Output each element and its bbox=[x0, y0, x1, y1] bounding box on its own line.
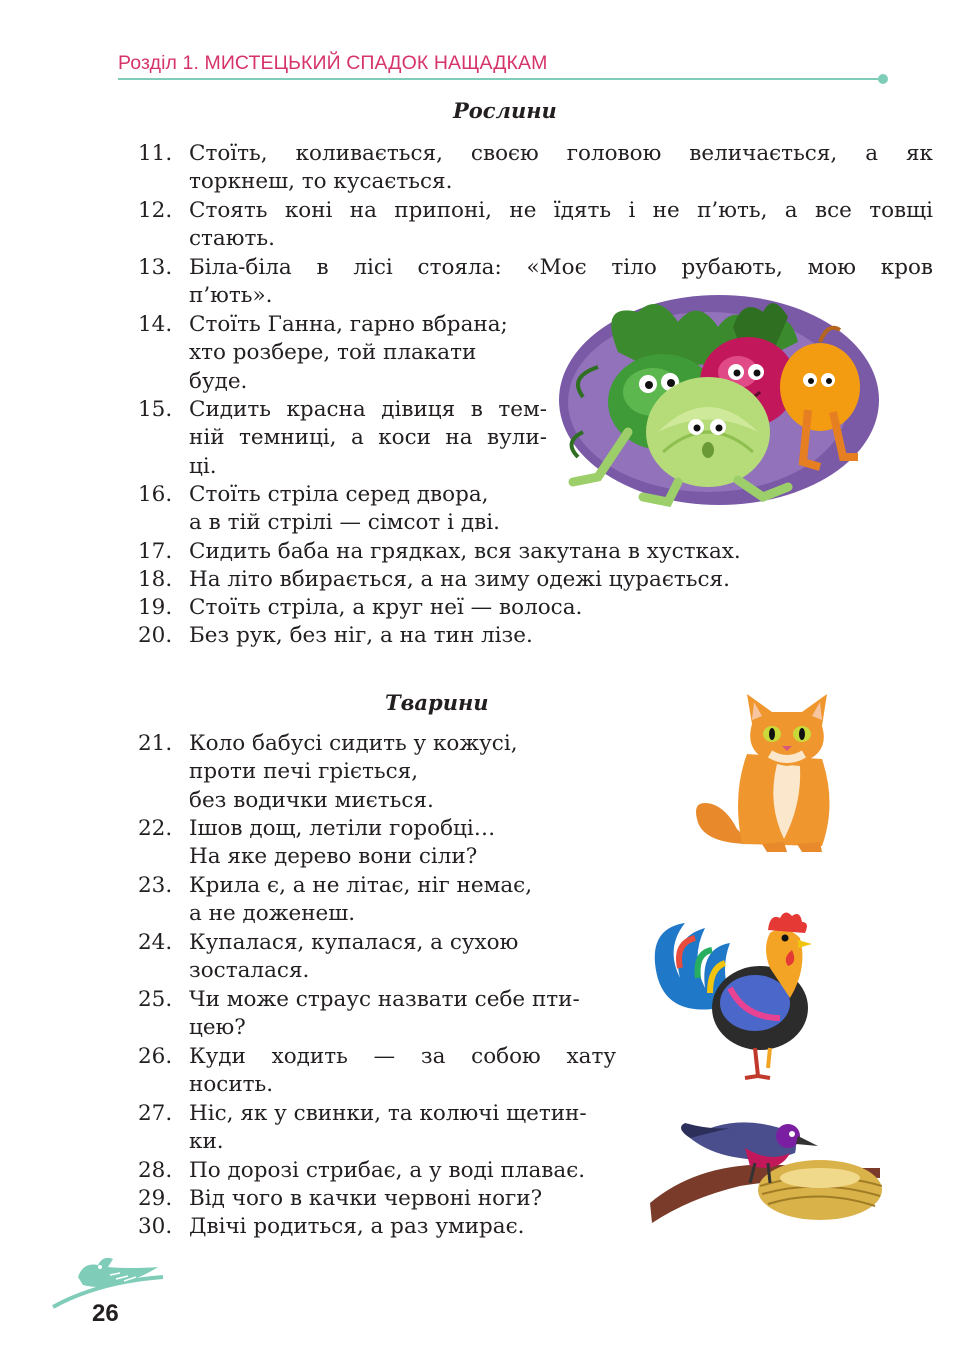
riddle-item bbox=[138, 1043, 616, 1100]
riddle-number: 13. bbox=[138, 255, 173, 280]
riddle-text bbox=[189, 1157, 619, 1185]
riddle-line: ки. bbox=[189, 1129, 224, 1155]
riddle-item bbox=[138, 1213, 619, 1241]
riddle-item bbox=[138, 1185, 619, 1213]
riddle-text bbox=[189, 1185, 619, 1213]
vegetables-illustration bbox=[558, 292, 880, 507]
riddle-line: На яке дерево вони сіли? bbox=[189, 844, 478, 870]
riddle-line: Стоїть стріла серед двора, bbox=[189, 482, 489, 507]
riddle-line: Куди ходить — за собою хату bbox=[189, 1044, 616, 1069]
bird-nest-illustration bbox=[650, 1108, 882, 1228]
riddle-text bbox=[189, 986, 619, 1043]
riddle-item bbox=[138, 396, 547, 481]
riddle-text bbox=[189, 566, 933, 594]
riddle-number: 15. bbox=[138, 397, 173, 422]
riddle-line: стають. bbox=[189, 226, 275, 252]
riddle-line: Сидить красна дівиця в тем- bbox=[189, 397, 547, 422]
riddle-line: Від чого в качки червоні ноги? bbox=[189, 1186, 543, 1211]
section-title-plants: Рослини bbox=[453, 98, 557, 123]
riddle-line: а не доженеш. bbox=[189, 901, 356, 927]
riddle-line: проти печі гріється, bbox=[189, 759, 419, 785]
riddle-line: Сидить баба на грядках, вся закутана в хустках. bbox=[189, 539, 741, 564]
riddle-number: 11. bbox=[138, 141, 173, 166]
riddle-number: 21. bbox=[138, 731, 173, 756]
riddle-number: 27. bbox=[138, 1101, 173, 1126]
cat-illustration bbox=[692, 694, 842, 854]
riddle-text bbox=[189, 872, 619, 929]
riddle-text bbox=[189, 1100, 619, 1157]
riddle-line: Ішов дощ, летіли горобці… bbox=[189, 816, 496, 841]
riddle-text bbox=[189, 594, 933, 622]
riddle-text bbox=[189, 622, 933, 650]
riddle-line: Стоїть, коливається, своєю головою величається, а як bbox=[189, 141, 933, 166]
riddle-text bbox=[189, 140, 933, 197]
riddle-number: 12. bbox=[138, 198, 173, 223]
riddle-line: Без рук, без ніг, а на тин лізе. bbox=[189, 623, 533, 648]
riddle-number: 22. bbox=[138, 816, 173, 841]
riddle-number: 18. bbox=[138, 567, 173, 592]
page-number: 26 bbox=[92, 1300, 119, 1327]
riddle-text bbox=[189, 197, 933, 254]
riddle-line: Коло бабусі сидить у кожусі, bbox=[189, 731, 518, 756]
riddle-line: Стоїть Ганна, гарно вбрана; bbox=[189, 312, 508, 337]
riddle-text bbox=[189, 311, 539, 396]
riddle-line: зосталася. bbox=[189, 958, 310, 984]
riddle-line: По дорозі стрибає, а у воді плаває. bbox=[189, 1158, 586, 1183]
riddle-line: Стоїть стріла, а круг неї — волоса. bbox=[189, 595, 583, 620]
riddle-line: Двічі родиться, а раз умирає. bbox=[189, 1214, 525, 1239]
riddle-item bbox=[138, 815, 619, 872]
riddle-line: без водички миється. bbox=[189, 787, 434, 813]
riddle-line: Купалася, купалася, а сухою bbox=[189, 930, 519, 955]
riddle-number: 16. bbox=[138, 482, 173, 507]
riddle-number: 29. bbox=[138, 1186, 173, 1211]
riddle-text bbox=[189, 730, 619, 815]
riddle-line: ній темниці, а коси на вули- bbox=[189, 425, 547, 451]
riddle-item bbox=[138, 311, 539, 396]
riddle-number: 30. bbox=[138, 1214, 173, 1239]
riddle-number: 28. bbox=[138, 1158, 173, 1183]
riddle-number: 23. bbox=[138, 873, 173, 898]
riddle-line: цею? bbox=[189, 1015, 246, 1041]
header-divider-dot bbox=[878, 74, 888, 84]
riddle-item bbox=[138, 1100, 619, 1157]
riddle-line: Чи може страус назвати себе пти- bbox=[189, 987, 580, 1012]
riddle-number: 14. bbox=[138, 312, 173, 337]
riddle-line: Крила є, а не літає, ніг немає, bbox=[189, 873, 533, 898]
riddle-number: 19. bbox=[138, 595, 173, 620]
riddle-text bbox=[189, 815, 619, 872]
riddle-text bbox=[189, 538, 933, 566]
riddle-text bbox=[189, 481, 569, 538]
riddle-text bbox=[189, 1213, 619, 1241]
riddle-line: Стоять коні на припоні, не їдять і не п’ють, а все товщі bbox=[189, 198, 933, 223]
riddle-text bbox=[189, 929, 619, 986]
riddle-number: 25. bbox=[138, 987, 173, 1012]
riddle-item bbox=[138, 197, 933, 254]
rooster-illustration bbox=[650, 908, 816, 1080]
chapter-header: Розділ 1. МИСТЕЦЬКИЙ СПАДОК НАЩАДКАМ bbox=[118, 52, 548, 74]
riddle-line: п’ють». bbox=[189, 283, 273, 309]
riddle-line: Біла-біла в лісі стояла: «Моє тіло рубають, мою кров bbox=[189, 255, 933, 280]
riddle-item bbox=[138, 481, 569, 538]
riddle-line: торкнеш, то кусається. bbox=[189, 169, 453, 195]
riddle-line: а в тій стрілі — сімсот і дві. bbox=[189, 510, 500, 536]
riddle-item bbox=[138, 986, 619, 1043]
riddle-item bbox=[138, 929, 619, 986]
riddle-number: 17. bbox=[138, 539, 173, 564]
riddle-number: 24. bbox=[138, 930, 173, 955]
riddle-number: 26. bbox=[138, 1044, 173, 1069]
riddle-line: буде. bbox=[189, 368, 248, 394]
riddle-item bbox=[138, 872, 619, 929]
riddle-item bbox=[138, 1157, 619, 1185]
riddle-item bbox=[138, 594, 933, 622]
section-title-animals: Тварини bbox=[385, 690, 489, 715]
riddle-line: хто розбере, той плакати bbox=[189, 340, 477, 366]
riddle-text bbox=[189, 396, 547, 481]
riddle-line: На літо вбирається, а на зиму одежі цурається. bbox=[189, 567, 730, 592]
riddle-text bbox=[189, 1043, 616, 1100]
header-divider bbox=[118, 78, 882, 80]
riddle-number: 20. bbox=[138, 623, 173, 648]
riddle-item bbox=[138, 730, 619, 815]
riddle-item bbox=[138, 538, 933, 566]
riddle-line: Ніс, як у свинки, та колючі щетин- bbox=[189, 1101, 587, 1126]
riddle-item bbox=[138, 140, 933, 197]
riddle-line: ці. bbox=[189, 453, 217, 479]
riddle-line: носить. bbox=[189, 1072, 274, 1098]
riddle-item bbox=[138, 622, 933, 650]
riddle-item bbox=[138, 566, 933, 594]
